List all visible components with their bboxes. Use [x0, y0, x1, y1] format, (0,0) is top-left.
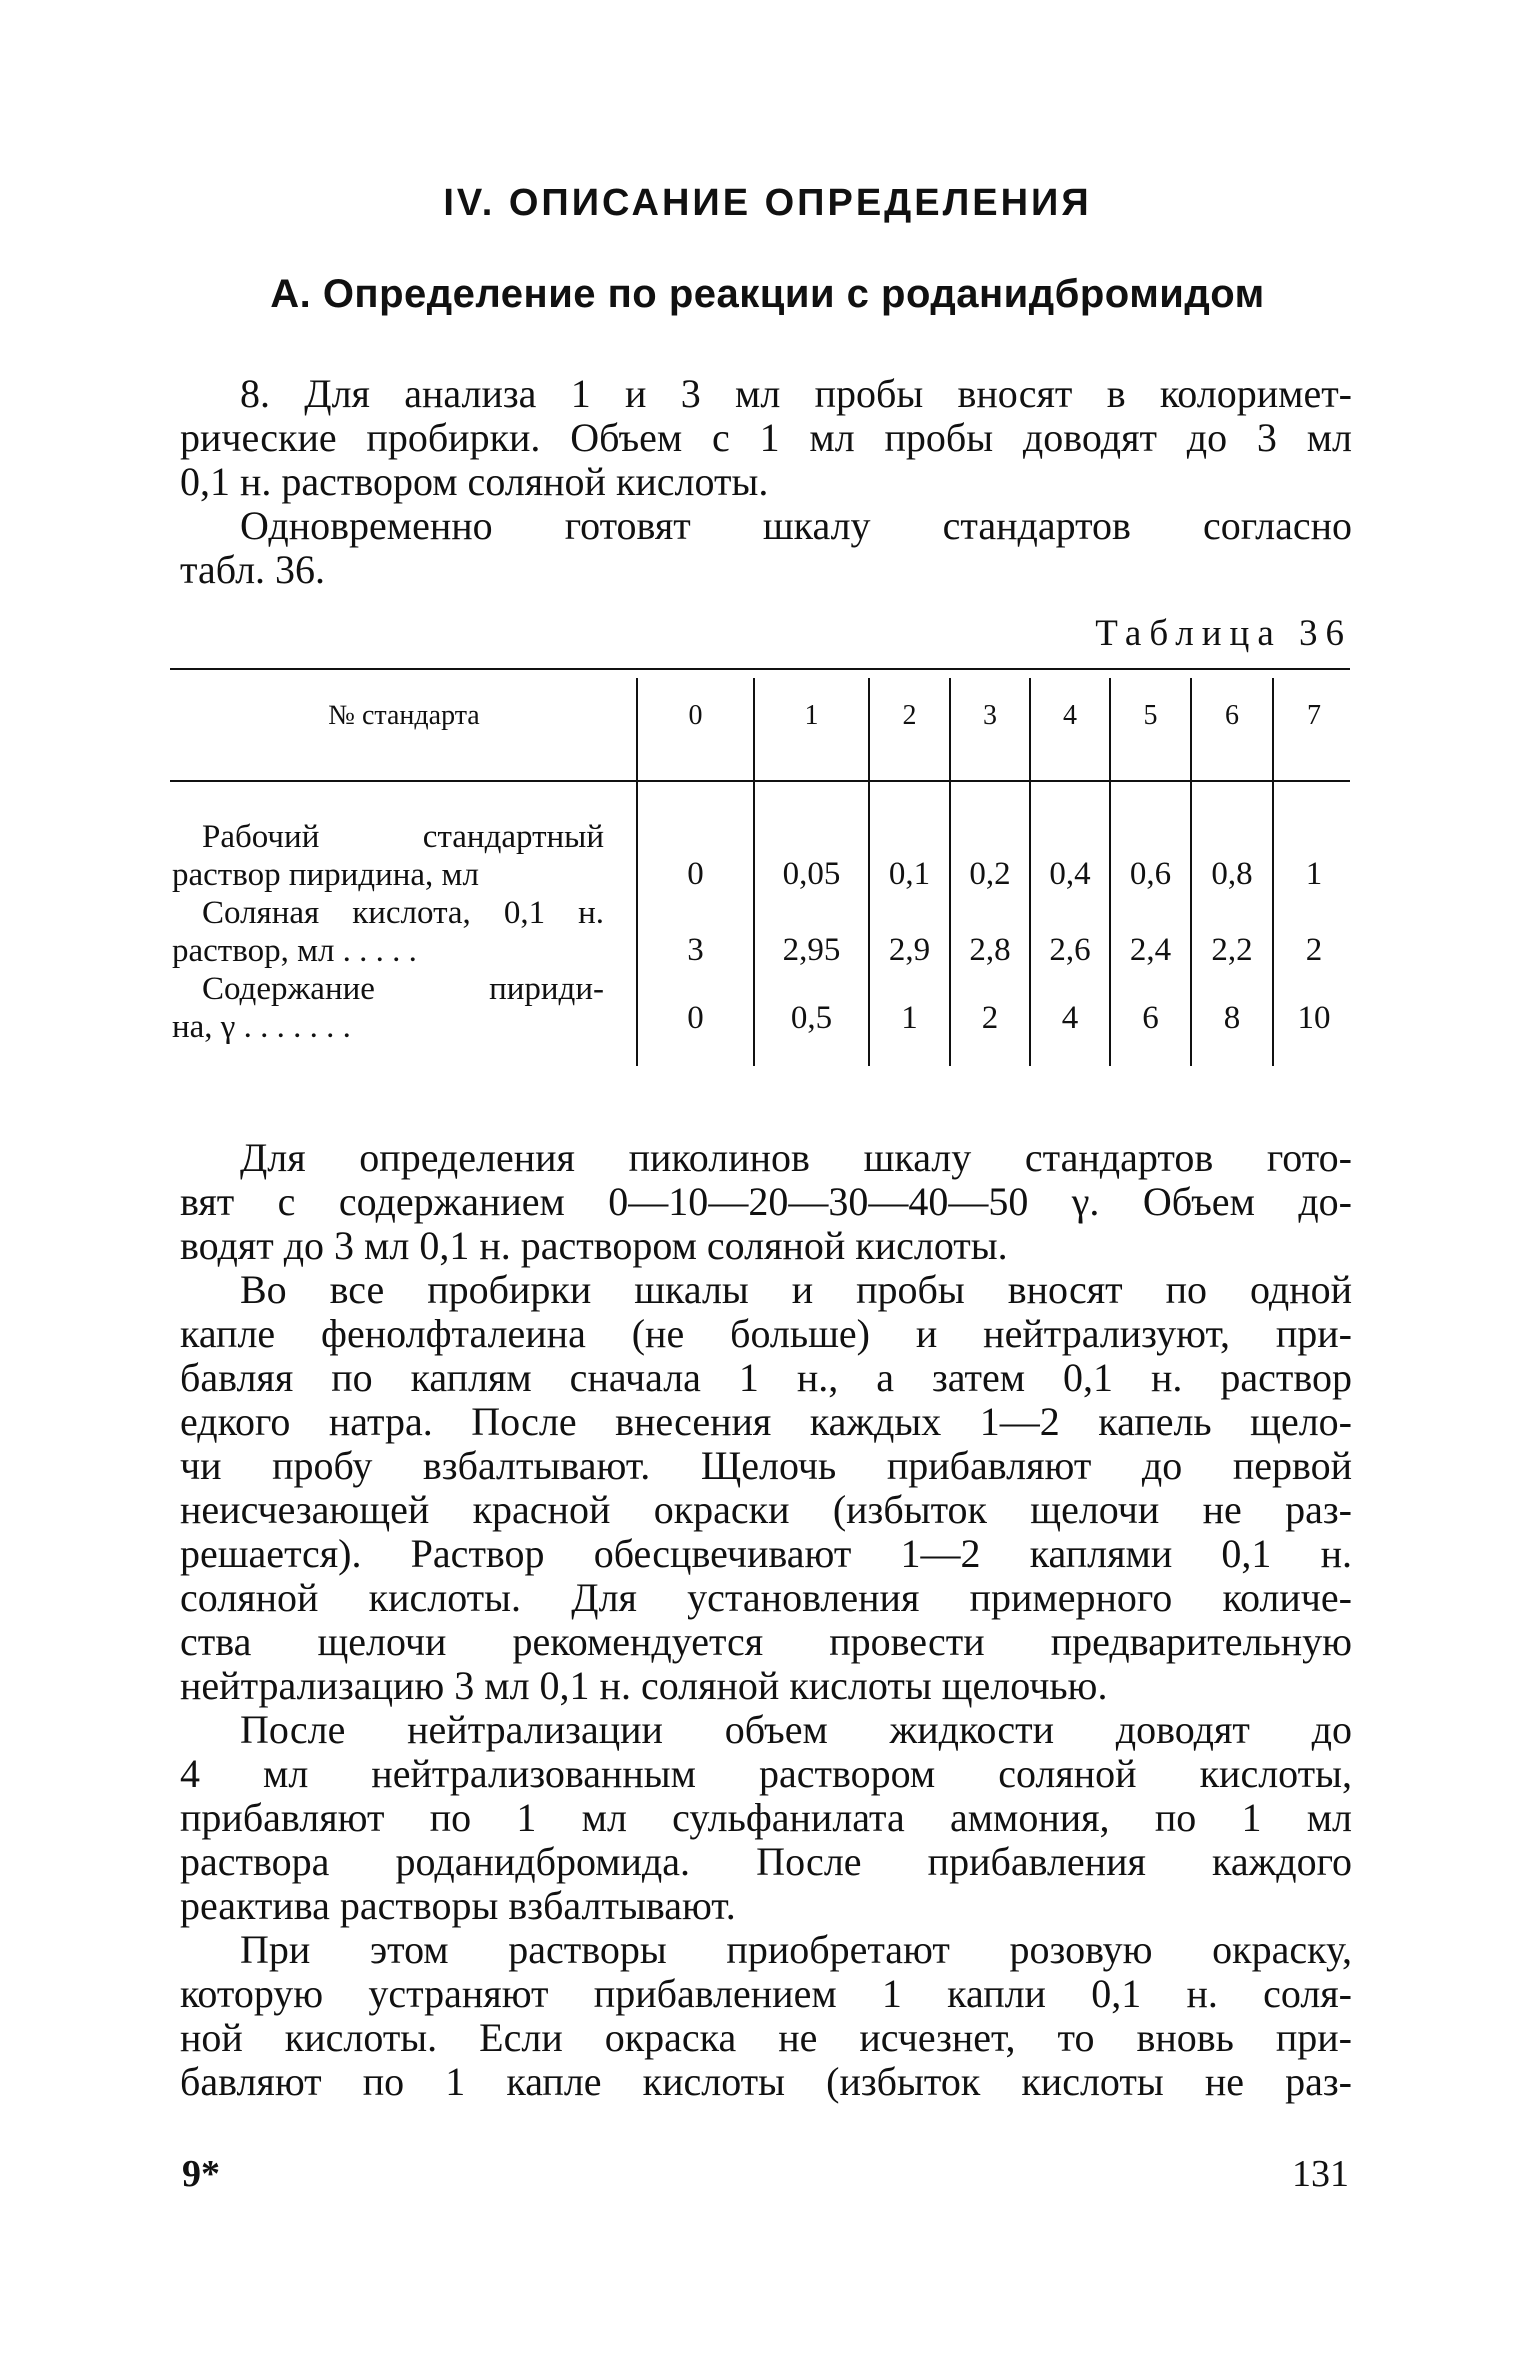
- table-cell: 0,8: [1211, 856, 1253, 892]
- table-cell: 2,4: [1129, 932, 1172, 968]
- column-header: 3: [983, 700, 997, 731]
- column-header: 4: [1063, 700, 1077, 731]
- paragraph-3: [180, 1136, 1352, 1268]
- text-line: ства щелочи рекомендуется провести предварительную: [180, 1619, 1352, 1664]
- text-line: нейтрализацию 3 мл 0,1 н. соляной кислоты щелочью.: [180, 1663, 1108, 1708]
- table-cell: 2,6: [1049, 932, 1091, 968]
- text-line: едкого натра. После внесения каждых 1—2 капель щело-: [180, 1399, 1352, 1444]
- table-cell: 0: [687, 1000, 704, 1036]
- text-line: соляной кислоты. Для установления примерного количе-: [180, 1575, 1352, 1620]
- table-cell: 2,95: [782, 932, 841, 968]
- table-cell: 0,05: [782, 856, 841, 892]
- table-cell: 2: [1305, 932, 1323, 968]
- table-cell: 2,9: [888, 932, 931, 968]
- table-cell: 2,8: [969, 932, 1011, 968]
- row-label-line: раствор, мл . . . . .: [172, 933, 417, 969]
- text-line: капле фенолфталеина (не больше) и нейтрализуют, при-: [180, 1311, 1352, 1356]
- table-cell: 1: [1305, 856, 1323, 892]
- text-line: табл. 36.: [180, 547, 326, 592]
- table-cell: 2: [981, 1000, 999, 1036]
- text-line: водят до 3 мл 0,1 н. раствором соляной кислоты.: [180, 1223, 1008, 1268]
- table-top-rule: [170, 668, 1350, 670]
- text-line: Во все пробирки шкалы и пробы вносят по одной: [240, 1267, 1352, 1312]
- table-cell: 0,5: [790, 1000, 833, 1036]
- table-cell: 0,4: [1049, 856, 1091, 892]
- text-line: При этом растворы приобретают розовую окраску,: [240, 1927, 1352, 1972]
- table-cell: 10: [1297, 1000, 1331, 1036]
- paragraph-4: [180, 1268, 1352, 1708]
- text-line: решается). Раствор обесцвечивают 1—2 каплями 0,1 н.: [180, 1531, 1352, 1576]
- text-line: бавляя по каплям сначала 1 н., а затем 0,1 н. раствор: [180, 1355, 1352, 1400]
- table-cell: 8: [1223, 1000, 1241, 1036]
- text-line: 8. Для анализа 1 и 3 мл пробы вносят в колоримет-: [240, 371, 1352, 416]
- text-line: которую устраняют прибавлением 1 капли 0,1 н. соля-: [180, 1971, 1352, 2016]
- table-cell: 0: [687, 856, 704, 892]
- text-line: После нейтрализации объем жидкости доводят до: [240, 1707, 1352, 1752]
- text-line: рические пробирки. Объем с 1 мл пробы доводят до 3 мл: [180, 415, 1352, 460]
- table-row-label: [172, 818, 604, 894]
- table-header-label: № стандарта: [328, 700, 480, 731]
- column-header: 0: [688, 700, 703, 731]
- text-line: раствора роданидбромида. После прибавления каждого: [180, 1839, 1352, 1884]
- table-row-label: [172, 894, 604, 970]
- paragraph-2: [180, 504, 1352, 592]
- table-header-rule: [170, 780, 1350, 782]
- text-line: Для определения пиколинов шкалу стандартов гото-: [240, 1135, 1352, 1180]
- table-cell: 3: [687, 932, 704, 968]
- text-line: неисчезающей красной окраски (избыток щелочи не раз-: [180, 1487, 1352, 1532]
- paragraph-1: [180, 372, 1352, 504]
- row-label-line: раствор пиридина, мл: [172, 857, 479, 893]
- table-cell: 0,6: [1129, 856, 1172, 892]
- table-caption: Таблица 36: [1095, 613, 1352, 654]
- text-line: 0,1 н. раствором соляной кислоты.: [180, 459, 769, 504]
- paragraph-6: [180, 1928, 1352, 2104]
- column-header: 1: [804, 700, 819, 731]
- row-label-line: Соляная кислота, 0,1 н.: [202, 895, 604, 931]
- text-line: реактива растворы взбалтывают.: [180, 1883, 736, 1928]
- column-header: 7: [1307, 700, 1321, 731]
- section-heading: IV. ОПИСАНИЕ ОПРЕДЕЛЕНИЯ: [443, 182, 1092, 224]
- column-header: 6: [1225, 700, 1239, 731]
- text-line: Одновременно готовят шкалу стандартов согласно: [240, 503, 1352, 548]
- row-label-line: Рабочий стандартный: [202, 819, 604, 855]
- text-line: ной кислоты. Если окраска не исчезнет, то вновь при-: [180, 2015, 1352, 2060]
- text-line: 4 мл нейтрализованным раствором соляной кислоты,: [180, 1751, 1352, 1796]
- table-cell: 6: [1142, 1000, 1159, 1036]
- column-header: 2: [902, 700, 917, 731]
- paragraph-5: [180, 1708, 1352, 1928]
- signature-mark: 9*: [182, 2153, 220, 2195]
- table-cell: 2,2: [1211, 932, 1253, 968]
- column-header: 5: [1143, 700, 1158, 731]
- text-line: вят с содержанием 0—10—20—30—40—50 γ. Объем до-: [180, 1179, 1352, 1224]
- text-line: чи пробу взбалтывают. Щелочь прибавляют до первой: [180, 1443, 1352, 1488]
- text-line: прибавляют по 1 мл сульфанилата аммония, по 1 мл: [180, 1795, 1352, 1840]
- row-label-line: Содержание пириди-: [202, 971, 604, 1007]
- table-cell: 4: [1061, 1000, 1079, 1036]
- table-cell: 0,2: [969, 856, 1011, 892]
- table-row-label: [172, 970, 604, 1046]
- table-cell: 0,1: [888, 856, 931, 892]
- subsection-heading: А. Определение по реакции с роданидбромидом: [270, 272, 1265, 316]
- text-line: бавляют по 1 капле кислоты (избыток кислоты не раз-: [180, 2059, 1352, 2104]
- page-number: 131: [1292, 2153, 1349, 2195]
- table-cell: 1: [901, 1000, 918, 1036]
- row-label-line: на, γ . . . . . . .: [172, 1009, 351, 1045]
